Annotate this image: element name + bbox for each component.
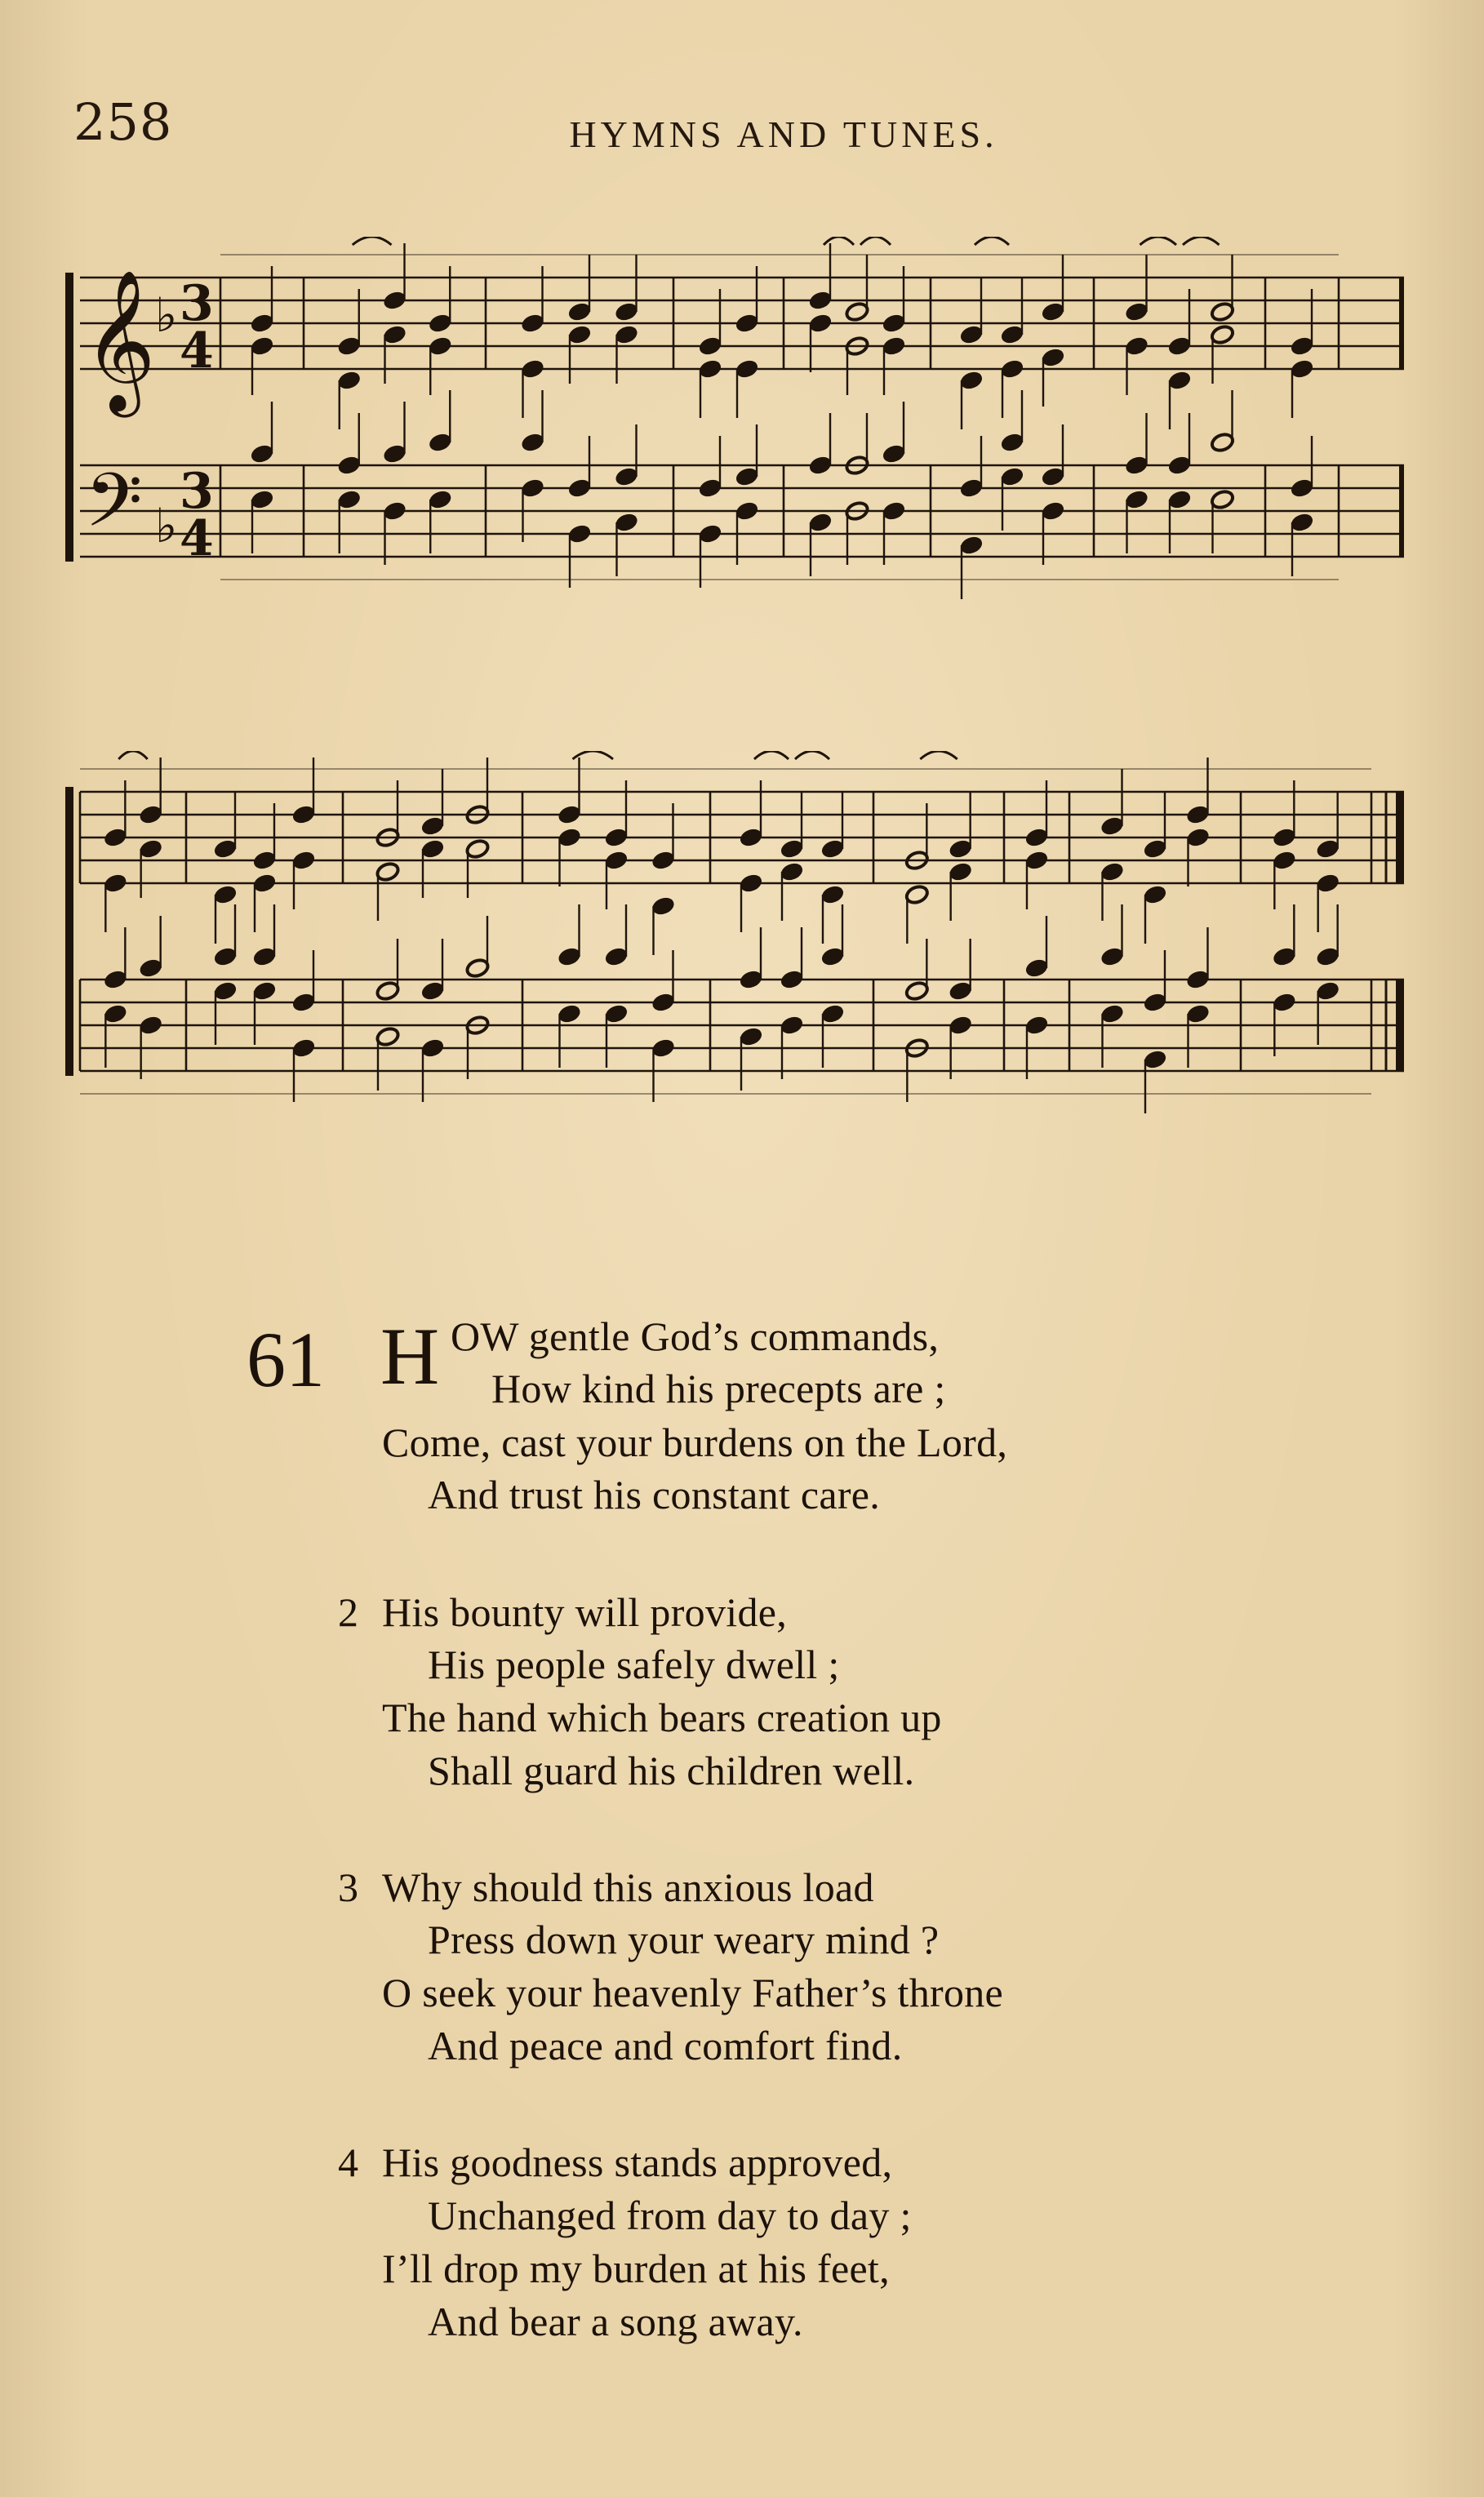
stanza-2-line-1: His bounty will provide, [382, 1589, 788, 1635]
stanza-3-line-3: O seek your heavenly Father’s throne [382, 1970, 1004, 2015]
hymn-text [0, 1282, 1484, 2408]
notes [103, 751, 1340, 1113]
music-score-system-2 [65, 751, 1420, 1208]
drop-cap: H [380, 1311, 440, 1402]
time-signature-bottom: 4 [180, 510, 214, 567]
hymn-number: 61 [247, 1316, 325, 1403]
stanza-1-line-4: And trust his constant care. [428, 1472, 881, 1517]
page-header [65, 86, 1428, 159]
music-system-1 [65, 237, 1420, 694]
music-system-2 [65, 751, 1420, 1208]
flat-icon: ♭ [155, 498, 178, 553]
final-barline [1396, 792, 1404, 883]
final-barline [1396, 980, 1404, 1071]
page-number: 258 [73, 92, 173, 152]
stanza-3-line-1: Why should this anxious load [382, 1864, 874, 1910]
stanza-4-line-4: And bear a song away. [428, 2299, 803, 2344]
stanza-2-line-2: His people safely dwell ; [428, 1642, 840, 1687]
stanza-2-line-4: Shall guard his children well. [428, 1748, 915, 1793]
stanza-3-line-2: Press down your weary mind ? [428, 1917, 940, 1962]
time-signature-top: 3 [180, 463, 214, 520]
stanza-4-line-2: Unchanged from day to day ; [428, 2193, 912, 2238]
stanza-1-line-3: Come, cast your burdens on the Lord, [382, 1420, 1008, 1465]
running-head: HYMNS AND TUNES. [569, 113, 998, 155]
system-bracket [65, 273, 73, 562]
time-signature-bottom: 4 [180, 322, 214, 380]
treble-clef-icon: 𝄞 [83, 269, 156, 411]
stanza-3-number: 3 [338, 1864, 358, 1910]
system-bracket [65, 787, 73, 1076]
stanza-1-line-2: How kind his precepts are ; [491, 1366, 946, 1411]
music-score-system-1 [65, 237, 1420, 694]
stanza-2-number: 2 [338, 1589, 358, 1635]
bass-clef-icon: 𝄢 [85, 457, 143, 562]
stanza-3-line-4: And peace and comfort find. [428, 2023, 903, 2068]
notes [250, 237, 1315, 599]
stanza-1-line-1: OW gentle God’s commands, [451, 1313, 940, 1359]
stanza-4-line-3: I’ll drop my burden at his feet, [382, 2246, 890, 2291]
stanza-4-number: 4 [338, 2139, 358, 2185]
time-signature-top: 3 [180, 275, 214, 332]
stanza-4-line-1: His goodness stands approved, [382, 2139, 893, 2185]
stanza-2-line-3: The hand which bears creation up [382, 1695, 942, 1740]
flat-icon: ♭ [155, 287, 178, 343]
